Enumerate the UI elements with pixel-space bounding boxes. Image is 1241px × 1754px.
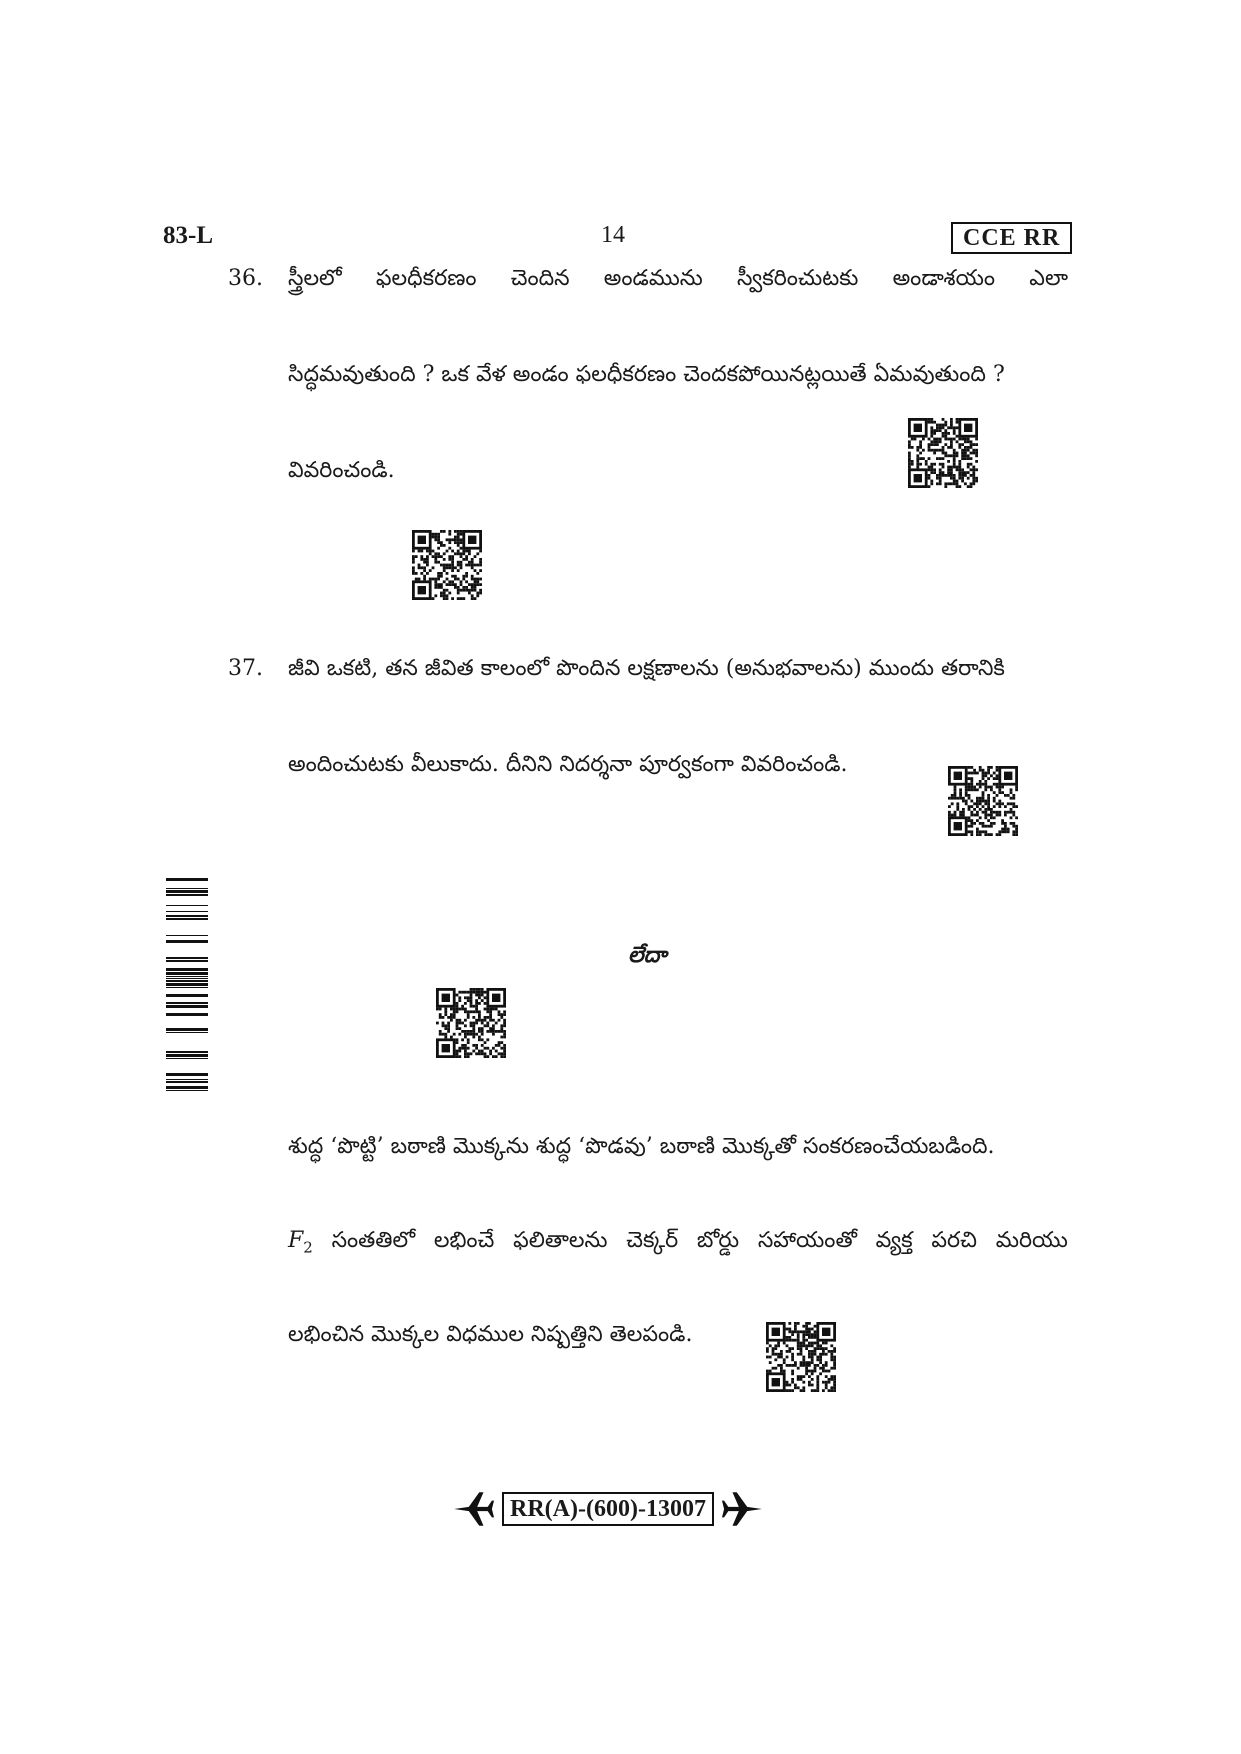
- q36-line-1-word: చెందిన: [510, 266, 570, 291]
- q36-line-1-word: స్వీకరించుటకు: [736, 266, 859, 291]
- paper-tag: CCE RR: [951, 222, 1072, 254]
- q36-line-1-word: ఫలధీకరణం: [375, 266, 477, 291]
- q37-alt-line-2-word: మరియు: [995, 1228, 1068, 1253]
- airplane-right-icon: [722, 1488, 764, 1530]
- q37-alt-line-2-word: సహాయంతో: [757, 1228, 857, 1253]
- barcode-icon: [166, 872, 208, 1092]
- q36-line-1-word: అండమును: [603, 266, 703, 291]
- q37-alt-line-2-word: బోర్డు: [696, 1228, 740, 1253]
- qr-code-icon: [948, 766, 1018, 836]
- or-label: లేదా: [628, 942, 667, 968]
- question-number-37: 37.: [228, 656, 263, 681]
- q37-alt-line-2: [288, 1228, 1068, 1258]
- f2-symbol: $F_2$: [288, 1228, 313, 1257]
- q36-line-1: [288, 266, 1068, 296]
- q37-alt-line-2-word: పరచి: [931, 1228, 977, 1253]
- q37-alt-line-2-word: లభించే: [433, 1228, 495, 1253]
- q36-line-2: సిద్ధమవుతుంది ? ఒక వేళ అండం ఫలధీకరణం చెందకపోయినట్లయితే ఏమవుతుంది ?: [288, 362, 1005, 387]
- q37-alt-line-2-word: ఫలితాలను: [513, 1228, 608, 1253]
- q36-line-3: వివరించండి.: [288, 458, 395, 483]
- q36-line-1-word: ఎలా: [1029, 266, 1068, 291]
- q37-alt-line-1: శుద్ధ ‘పొట్టి’ బఠాణి మొక్కను శుద్ధ ‘పొడవు’ బఠాణి మొక్కతో సంకరణంచేయబడింది.: [288, 1134, 995, 1159]
- qr-code-icon: [412, 530, 482, 600]
- q37-alt-line-2-word: వ్యక్త: [875, 1228, 913, 1253]
- q37-alt-line-2-word: చెక్కర్: [626, 1228, 679, 1253]
- q37-alt-line-2-word: సంతతిలో: [331, 1228, 416, 1253]
- qr-code-icon: [766, 1322, 836, 1392]
- q36-line-1-word: స్త్రీలలో: [288, 266, 342, 291]
- footer: [452, 1488, 764, 1530]
- qr-code-icon: [436, 988, 506, 1058]
- page-number: 14: [601, 222, 625, 248]
- q37-line-1: జీవి ఒకటి, తన జీవిత కాలంలో పొందిన లక్షణాలను (అనుభవాలను) ముందు తరానికి: [288, 656, 1005, 681]
- q36-line-1-word: అండాశయం: [892, 266, 996, 291]
- footer-code: RR(A)-(600)-13007: [502, 1492, 714, 1526]
- q37-line-2: అందించుటకు వీలుకాదు. దీనిని నిదర్శనా పూర్వకంగా వివరించండి.: [288, 752, 848, 777]
- airplane-left-icon: [452, 1488, 494, 1530]
- qr-code-icon: [908, 418, 978, 488]
- paper-code: 83-L: [163, 222, 213, 249]
- question-number-36: 36.: [228, 266, 263, 291]
- q37-alt-line-3: లభించిన మొక్కల విధముల నిష్పత్తిని తెలపండి.: [288, 1322, 693, 1347]
